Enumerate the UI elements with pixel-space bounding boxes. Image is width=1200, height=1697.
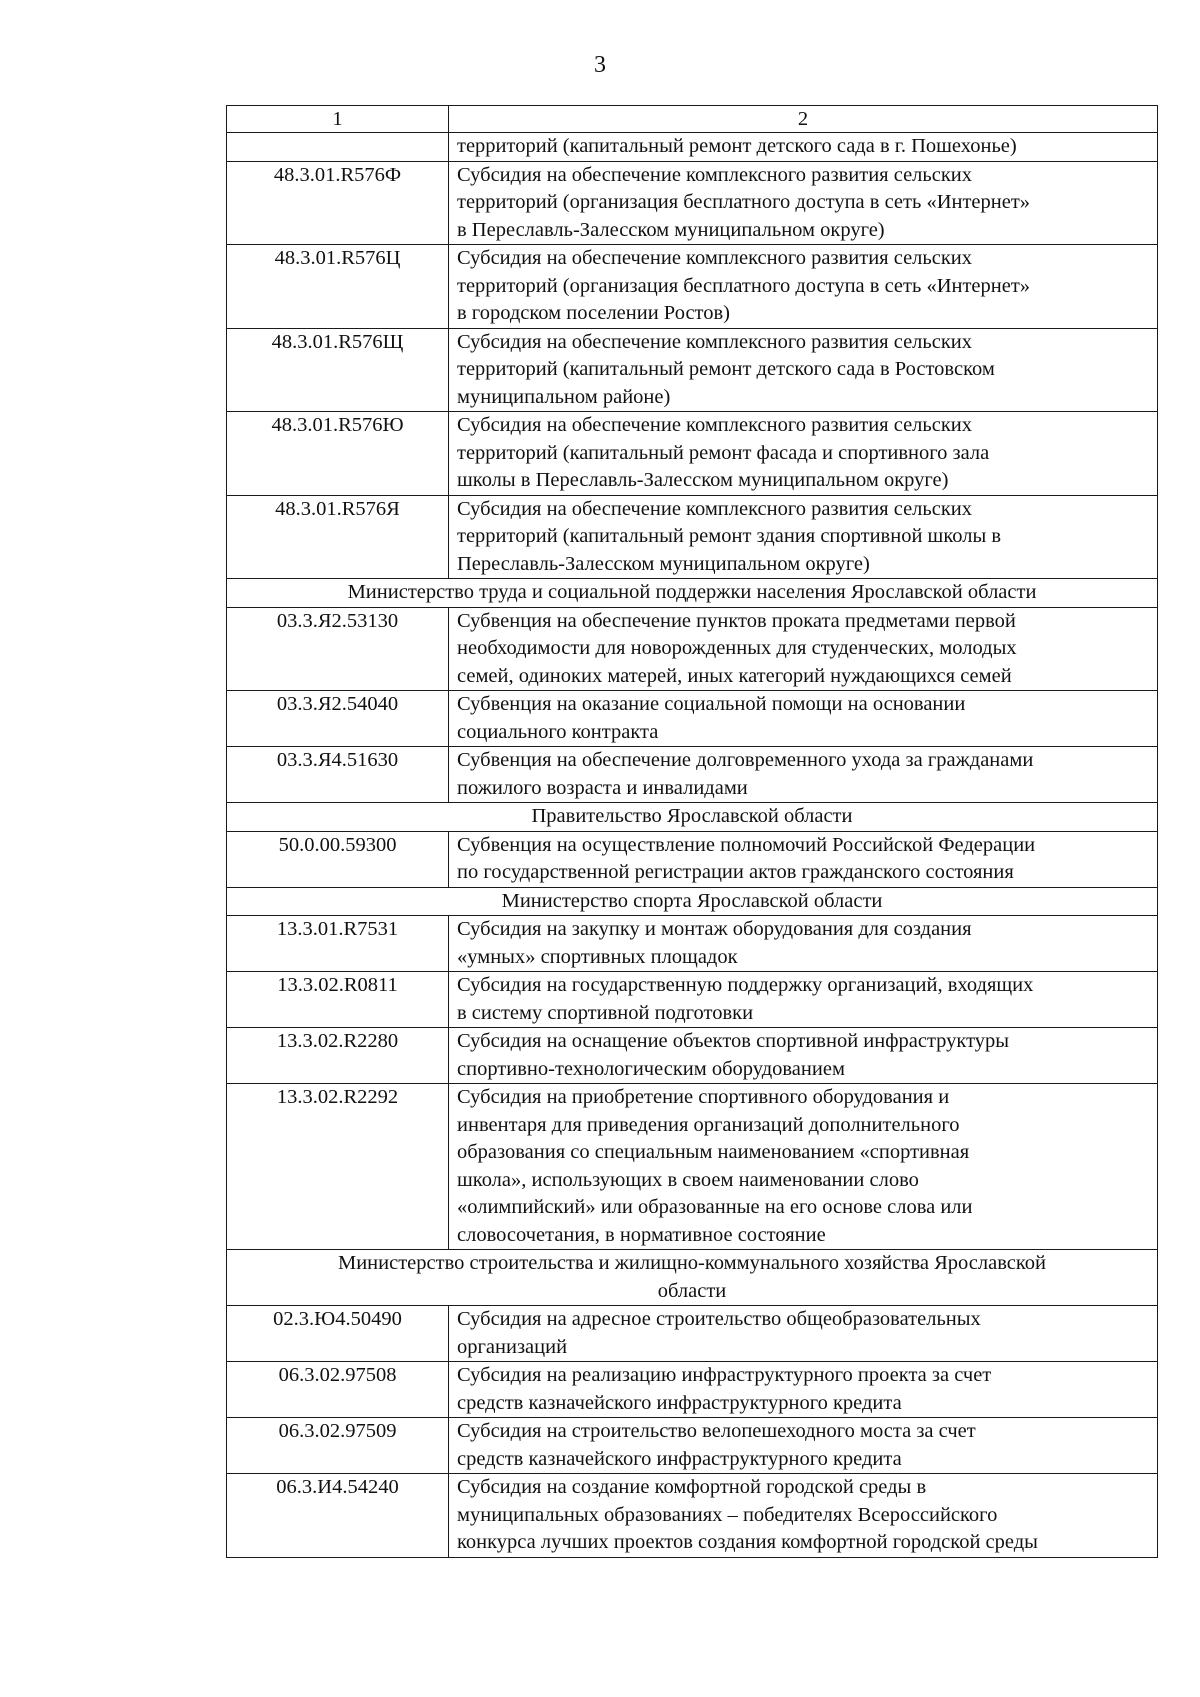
- code-cell: 06.3.02.97508: [227, 1362, 449, 1418]
- description-line: инвентаря для приведения организаций дополнительного: [457, 1113, 960, 1136]
- table-row: [227, 328, 1158, 412]
- section-heading: [227, 887, 1158, 916]
- description-cell: [449, 1028, 1158, 1084]
- description-line: в систему спортивной подготовки: [457, 1001, 754, 1024]
- description-line: Субсидия на обеспечение комплексного развития сельских: [457, 163, 973, 186]
- description-cell: [449, 328, 1158, 412]
- description-line: в городском поселении Ростов): [457, 302, 731, 324]
- description-line: конкурса лучших проектов создания комфортной городской среды: [457, 1531, 1038, 1553]
- table-row: [227, 1028, 1158, 1084]
- codes-table: [226, 105, 1158, 1558]
- description-cell: [449, 607, 1158, 691]
- description-line: в Переславль-Залесском муниципальном округе): [457, 218, 885, 241]
- section-heading: [227, 579, 1158, 608]
- description-line: Субсидия на обеспечение комплексного развития сельских: [457, 330, 973, 353]
- code-cell: 48.3.01.R576Я: [227, 495, 449, 579]
- description-line: «умных» спортивных площадок: [457, 945, 738, 968]
- section-heading-row: [227, 803, 1158, 832]
- description-cell: [449, 161, 1158, 245]
- description-cell: [449, 831, 1158, 887]
- description-line: территорий (капитальный ремонт детского сада в г. Пошехонье): [457, 135, 1017, 157]
- description-line: Субсидия на государственную поддержку организаций, входящих: [457, 974, 1034, 996]
- description-cell: [449, 412, 1158, 496]
- description-cell: [449, 1306, 1158, 1362]
- description-cell: [449, 1474, 1158, 1558]
- description-line: Субсидия на реализацию инфраструктурного проекта за счет: [457, 1364, 992, 1386]
- table-row: [227, 607, 1158, 691]
- description-line: средств казначейского инфраструктурного кредита: [457, 1447, 902, 1470]
- description-line: Субсидия на обеспечение комплексного развития сельских: [457, 497, 973, 520]
- table-row: [227, 1362, 1158, 1418]
- column-header-2: 2: [449, 106, 1158, 133]
- table-row: [227, 1418, 1158, 1474]
- description-cell: [449, 1362, 1158, 1418]
- description-line: «олимпийский» или образованные на его основе слова или: [457, 1196, 973, 1218]
- table-row: [227, 691, 1158, 747]
- table-row: [227, 831, 1158, 887]
- table-row: [227, 412, 1158, 496]
- code-cell: 48.3.01.R576Ю: [227, 412, 449, 496]
- description-line: муниципальном районе): [457, 385, 671, 408]
- table-row: [227, 1084, 1158, 1250]
- section-heading-row: [227, 1250, 1158, 1306]
- section-heading-line: области: [657, 1279, 727, 1302]
- description-cell: [449, 972, 1158, 1028]
- code-cell: [227, 133, 449, 162]
- table-row: [227, 161, 1158, 245]
- section-heading-line: Министерство строительства и жилищно-коммунального хозяйства Ярославской: [337, 1252, 1046, 1274]
- table-body: [227, 106, 1158, 1558]
- description-cell: [449, 495, 1158, 579]
- table-row: [227, 133, 1158, 162]
- code-cell: 06.3.02.97509: [227, 1418, 449, 1474]
- table-row: [227, 1306, 1158, 1362]
- code-cell: 06.3.И4.54240: [227, 1474, 449, 1558]
- code-cell: 50.0.00.59300: [227, 831, 449, 887]
- description-line: организаций: [457, 1335, 568, 1358]
- code-cell: 48.3.01.R576Щ: [227, 328, 449, 412]
- description-line: Субсидия на закупку и монтаж оборудования для создания: [457, 918, 972, 940]
- section-heading-line: Министерство спорта Ярославской области: [501, 889, 883, 912]
- description-line: необходимости для новорожденных для студенческих, молодых: [457, 637, 1017, 659]
- description-line: муниципальных образованиях – победителях Всероссийского: [457, 1503, 998, 1526]
- description-cell: [449, 1084, 1158, 1250]
- description-line: образования со специальным наименованием «спортивная: [457, 1141, 970, 1163]
- code-cell: 03.3.Я2.54040: [227, 691, 449, 747]
- description-line: школа», использующих в своем наименовании слово: [457, 1168, 919, 1191]
- description-line: по государственной регистрации актов гражданского состояния: [457, 861, 1014, 883]
- description-line: пожилого возраста и инвалидами: [457, 776, 748, 799]
- description-line: территорий (организация бесплатного доступа в сеть «Интернет»: [457, 274, 1031, 297]
- table-row: [227, 747, 1158, 803]
- description-line: социального контракта: [457, 720, 659, 743]
- description-line: спортивно-технологическим оборудованием: [457, 1057, 845, 1080]
- code-cell: 13.3.02.R2280: [227, 1028, 449, 1084]
- description-line: Субвенция на осуществление полномочий Российской Федерации: [457, 833, 1036, 856]
- section-heading-row: [227, 579, 1158, 608]
- code-cell: 03.3.Я4.51630: [227, 747, 449, 803]
- table-row: [227, 245, 1158, 329]
- section-heading-line: Министерство труда и социальной поддержки населения Ярославской области: [347, 581, 1037, 603]
- description-line: территорий (капитальный ремонт детского сада в Ростовском: [457, 358, 995, 380]
- table-row: [227, 972, 1158, 1028]
- description-line: Субвенция на оказание социальной помощи на основании: [457, 693, 966, 715]
- description-line: Субсидия на приобретение спортивного оборудования и: [457, 1086, 950, 1108]
- table-row: [227, 1474, 1158, 1558]
- code-cell: 13.3.02.R2292: [227, 1084, 449, 1250]
- code-cell: 13.3.01.R7531: [227, 916, 449, 972]
- description-line: школы в Переславль-Залесском муниципальном округе): [457, 469, 949, 491]
- description-line: Субсидия на создание комфортной городской среды в: [457, 1476, 927, 1498]
- description-line: семей, одиноких матерей, иных категорий нуждающихся семей: [457, 664, 1012, 687]
- description-cell: [449, 245, 1158, 329]
- description-cell: [449, 133, 1158, 162]
- table-header-row: [227, 106, 1158, 133]
- description-line: Субсидия на обеспечение комплексного развития сельских: [457, 414, 973, 436]
- description-line: Субсидия на оснащение объектов спортивной инфраструктуры: [457, 1030, 1010, 1052]
- description-cell: [449, 916, 1158, 972]
- description-line: территорий (организация бесплатного доступа в сеть «Интернет»: [457, 191, 1031, 213]
- description-line: Субсидия на обеспечение комплексного развития сельских: [457, 247, 973, 269]
- code-cell: 02.3.Ю4.50490: [227, 1306, 449, 1362]
- page-number: 3: [594, 52, 606, 78]
- section-heading: [227, 1250, 1158, 1306]
- section-heading: [227, 803, 1158, 832]
- code-cell: 13.3.02.R0811: [227, 972, 449, 1028]
- section-heading-line: Правительство Ярославской области: [531, 805, 853, 827]
- description-cell: [449, 747, 1158, 803]
- description-line: Переславль-Залесском муниципальном округе): [457, 552, 870, 575]
- description-line: Субсидия на адресное строительство общеобразовательных: [457, 1308, 981, 1330]
- code-cell: 48.3.01.R576Ц: [227, 245, 449, 329]
- table-row: [227, 495, 1158, 579]
- description-line: средств казначейского инфраструктурного кредита: [457, 1391, 902, 1414]
- code-cell: 48.3.01.R576Ф: [227, 161, 449, 245]
- description-cell: [449, 691, 1158, 747]
- description-line: территорий (капитальный ремонт здания спортивной школы в: [457, 525, 1002, 547]
- column-header-1: 1: [227, 106, 449, 133]
- description-line: словосочетания, в нормативное состояние: [457, 1223, 826, 1246]
- description-line: Субсидия на строительство велопешеходного моста за счет: [457, 1420, 976, 1442]
- code-cell: 03.3.Я2.53130: [227, 607, 449, 691]
- table-row: [227, 916, 1158, 972]
- section-heading-row: [227, 887, 1158, 916]
- description-cell: [449, 1418, 1158, 1474]
- description-line: Субвенция на обеспечение пунктов проката предметами первой: [457, 609, 1016, 632]
- description-line: территорий (капитальный ремонт фасада и спортивного зала: [457, 441, 990, 464]
- description-line: Субвенция на обеспечение долговременного ухода за гражданами: [457, 749, 1034, 771]
